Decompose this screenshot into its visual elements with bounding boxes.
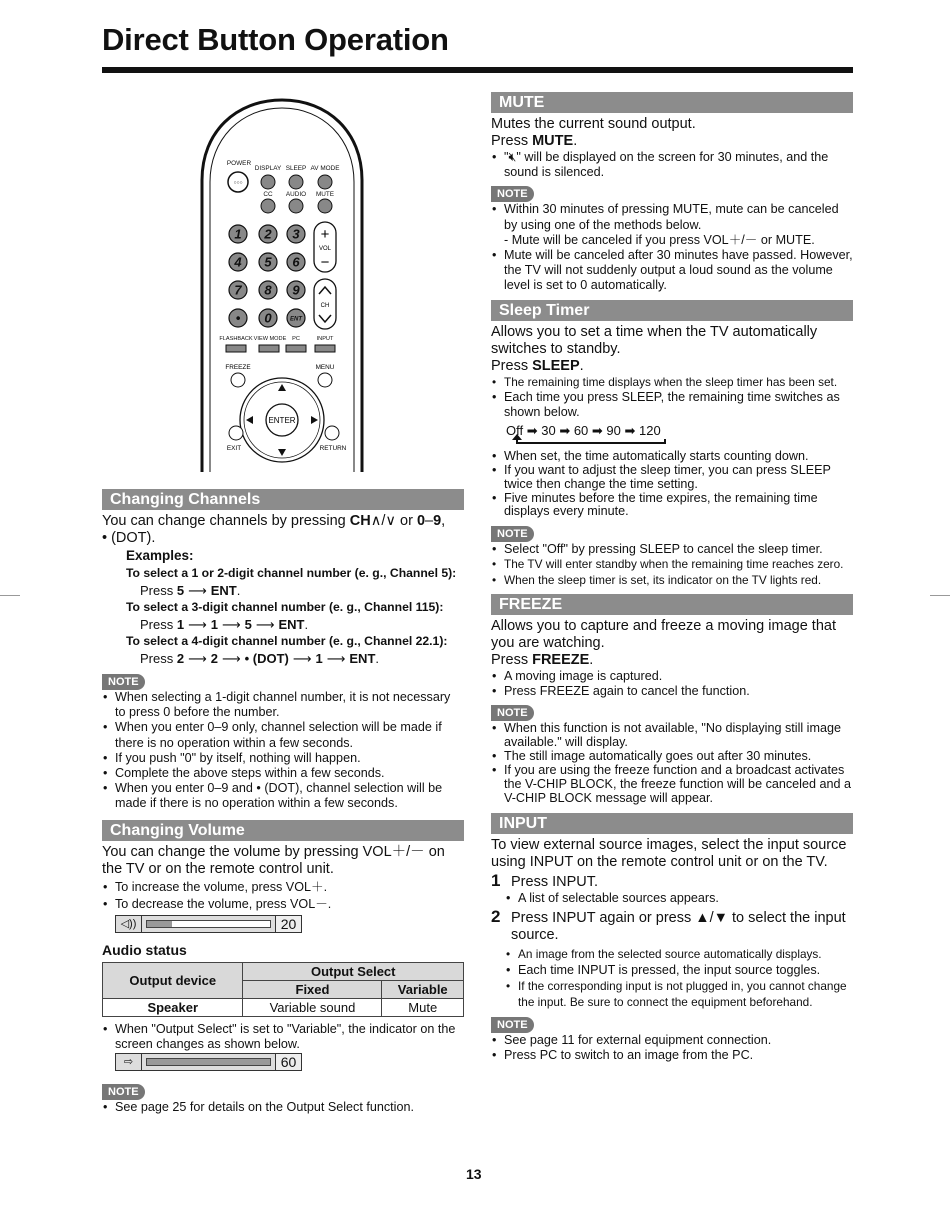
col-output-select: Output Select	[243, 962, 464, 980]
mute-bullets	[491, 150, 853, 180]
key-label: 9	[292, 282, 300, 298]
label-display: DISPLAY	[254, 165, 282, 172]
sleep-bullet-4: • If you want to adjust the sleep timer, you can press SLEEP twice then change the time setting.	[491, 464, 853, 492]
channels-note-1: • When selecting a 1-digit channel number, it is not necessary to press 0 before the number.	[102, 690, 464, 720]
freeze-press: Press FREEZE.	[491, 651, 594, 668]
changing-volume-header: Changing Volume	[102, 820, 464, 841]
channels-note-4: • Complete the above steps within a few seconds.	[102, 766, 464, 781]
sleep-cycle-values: Off ➡ 30 ➡ 60 ➡ 90 ➡ 120	[506, 423, 661, 439]
left-column	[102, 96, 464, 1115]
sleep-timer-header: Sleep Timer	[491, 300, 853, 321]
col-fixed: Fixed	[243, 980, 382, 998]
label-power: POWER	[226, 160, 252, 167]
sleep-notes	[491, 542, 853, 588]
mute-note-1: • Within 30 minutes of pressing MUTE, mute can be canceled by using one of the methods below. - Mute will be canceled if you press VOL＋/－ or MUTE.	[491, 202, 853, 248]
label-pc: PC	[292, 336, 300, 342]
vol-plus: +	[320, 226, 330, 243]
audio-status-label: Audio status	[102, 941, 187, 958]
freeze-notes	[491, 721, 853, 805]
volume-note-badge: NOTE	[102, 1084, 145, 1100]
input-step-2-bullet-3: • If the corresponding input is not plugged in, you cannot change the input. Be sure to connect the equipment beforehand.	[505, 978, 853, 1011]
volume-bullet-increase: • To increase the volume, press VOL＋.	[102, 879, 464, 896]
input-step-1: 1 Press INPUT.	[491, 871, 599, 891]
input-notes	[491, 1033, 853, 1063]
vol-label: VOL	[318, 246, 332, 252]
page-title: Direct Button Operation	[102, 22, 449, 57]
variable-volume-indicator	[115, 1053, 302, 1071]
col-variable: Variable	[382, 980, 464, 998]
input-note-1: • See page 11 for external equipment connection.	[491, 1033, 853, 1048]
example-1-title: To select a 1 or 2-digit channel number (e. g., Channel 5):	[126, 566, 457, 580]
variable-volume-track	[146, 1058, 271, 1066]
label-av-mode: AV MODE	[310, 165, 340, 172]
label-audio: AUDIO	[285, 191, 307, 198]
input-step-2-bullet-1: • An image from the selected source automatically displays.	[505, 947, 853, 962]
title-rule	[102, 67, 853, 73]
crop-mark-right	[930, 595, 950, 596]
volume-value: 20	[275, 916, 301, 932]
channels-note-badge: NOTE	[102, 674, 145, 690]
volume-lead: You can change the volume by pressing VOL＋/－ on the TV or on the remote control unit.	[102, 843, 445, 877]
example-2-press: Press 1 ⟶ 1 ⟶ 5 ⟶ ENT.	[140, 617, 309, 632]
label-return: RETURN	[319, 445, 347, 452]
example-3-press: Press 2 ⟶ 2 ⟶ • (DOT) ⟶ 1 ⟶ ENT.	[140, 651, 380, 666]
volume-indicator	[115, 915, 302, 933]
mute-notes	[491, 202, 853, 293]
label-sleep: SLEEP	[285, 165, 307, 172]
cell-mute: Mute	[382, 998, 464, 1016]
output-icon: ⇨	[116, 1054, 142, 1070]
speaker-icon: ◁))	[116, 916, 142, 932]
sleep-bullet-2: • Each time you press SLEEP, the remaining time switches as shown below.	[491, 390, 853, 420]
label-freeze: FREEZE	[225, 364, 251, 371]
vol-minus: −	[320, 254, 330, 271]
row-speaker: Speaker	[103, 998, 243, 1016]
col-output-device: Output device	[103, 962, 243, 998]
example-2-title: To select a 3-digit channel number (e. g., Channel 115):	[126, 600, 444, 614]
freeze-note-3: • If you are using the freeze function and a broadcast activates the V-CHIP BLOCK, the freeze function will be canceled and a V-CHIP BLOCK message will appear.	[491, 763, 853, 805]
sleep-cycle-arrowhead	[512, 434, 522, 440]
audio-status-table	[102, 962, 464, 1017]
mute-bullet: • "🔇︎" will be displayed on the screen for 30 minutes, and the sound is silenced.	[491, 150, 853, 180]
input-note-badge: NOTE	[491, 1017, 534, 1033]
mute-header: MUTE	[491, 92, 853, 113]
freeze-bullet-2: • Press FREEZE again to cancel the function.	[491, 684, 853, 699]
sleep-cycle-diagram	[506, 420, 853, 450]
freeze-note-badge: NOTE	[491, 705, 534, 721]
sleep-bullets-a	[491, 375, 853, 390]
example-1-press: Press 5 ⟶ ENT.	[140, 583, 241, 598]
input-note-2: • Press PC to switch to an image from the PC.	[491, 1048, 853, 1063]
channels-lead: You can change channels by pressing CH∧/∨ or 0–9, • (DOT).	[102, 513, 446, 546]
freeze-lead: Allows you to capture and freeze a moving image that you are watching.	[491, 617, 836, 651]
label-flashback: FLASHBACK	[219, 336, 253, 342]
key-label: 0	[264, 310, 272, 326]
label-input: INPUT	[316, 336, 334, 342]
variable-volume-value: 60	[275, 1054, 301, 1070]
channels-notes	[102, 690, 464, 812]
sleep-press: Press SLEEP.	[491, 357, 584, 374]
key-label: 3	[292, 226, 300, 242]
input-step-1-bullet: • A list of selectable sources appears.	[505, 891, 853, 906]
sleep-bullet-3: • When set, the time automatically starts counting down.	[491, 450, 853, 464]
label-enter: ENTER	[268, 416, 296, 425]
sleep-note-2: • The TV will enter standby when the remaining time reaches zero.	[491, 557, 853, 572]
sleep-note-badge: NOTE	[491, 526, 534, 542]
mute-lead: Mutes the current sound output.	[491, 116, 696, 132]
channel-examples	[102, 547, 464, 667]
crop-mark-left	[0, 595, 20, 596]
input-step-1-bullets	[491, 891, 853, 906]
volume-note: • See page 25 for details on the Output Select function.	[102, 1100, 464, 1115]
changing-channels-header: Changing Channels	[102, 489, 464, 510]
key-label: 2	[264, 226, 272, 242]
svg-text:○○○: ○○○	[233, 180, 243, 186]
variable-volume-fill	[147, 1059, 270, 1065]
volume-track	[146, 920, 271, 928]
key-label: 6	[292, 254, 300, 270]
label-view-mode: VIEW MODE	[253, 336, 287, 342]
sleep-bullet-5: • Five minutes before the time expires, the remaining time displays every minute.	[491, 492, 853, 520]
volume-bullets	[102, 879, 464, 913]
volume-bullet-decrease: • To decrease the volume, press VOL－.	[102, 896, 464, 913]
label-exit: EXIT	[226, 445, 242, 452]
label-menu: MENU	[315, 364, 335, 371]
key-label: ENT	[290, 316, 302, 323]
mute-note-badge: NOTE	[491, 186, 534, 202]
input-step-2-bullet-2: • Each time INPUT is pressed, the input source toggles.	[505, 963, 853, 978]
sleep-note-3: • When the sleep timer is set, its indicator on the TV lights red.	[491, 573, 853, 588]
sleep-cycle-return-arrow	[516, 439, 666, 444]
right-column	[491, 92, 853, 1063]
freeze-note-1: • When this function is not available, "No displaying still image available." will display.	[491, 721, 853, 749]
label-cc: CC	[263, 191, 273, 198]
freeze-header: FREEZE	[491, 594, 853, 615]
freeze-bullets	[491, 669, 853, 699]
key-label: 8	[264, 282, 272, 298]
sleep-bullets-b	[491, 390, 853, 420]
channels-note-3: • If you push "0" by itself, nothing will happen.	[102, 751, 464, 766]
sleep-bullet-1: • The remaining time displays when the sleep timer has been set.	[491, 375, 853, 390]
channels-note-2: • When you enter 0–9 only, channel selection will be made if there is no operation within a few seconds.	[102, 720, 464, 750]
channels-note-5: • When you enter 0–9 and • (DOT), channel selection will be made if there is no operation within a few seconds.	[102, 781, 464, 811]
key-label: •	[235, 310, 241, 326]
key-label: 5	[264, 254, 272, 270]
input-step-2: 2 Press INPUT again or press ▲/▼ to select the input source.	[491, 907, 846, 944]
sleep-note-1: • Select "Off" by pressing SLEEP to cancel the sleep timer.	[491, 542, 853, 557]
cell-variable-sound: Variable sound	[243, 998, 382, 1016]
sleep-lead: Allows you to set a time when the TV automatically switches to standby.	[491, 323, 818, 357]
volume-notes	[102, 1100, 464, 1115]
input-step-2-bullets	[491, 947, 853, 1010]
sleep-bullets-c	[491, 450, 853, 519]
label-mute: MUTE	[315, 191, 335, 198]
mute-icon: 🔇︎	[508, 150, 517, 164]
key-label: 4	[234, 254, 242, 270]
mute-press: Press MUTE.	[491, 133, 578, 149]
page-number: 13	[466, 1166, 482, 1182]
volume-fill	[147, 921, 172, 927]
key-label: 7	[234, 282, 242, 298]
volume-output-bullets	[102, 1022, 464, 1052]
key-label: 1	[234, 226, 242, 242]
freeze-note-2: • The still image automatically goes out after 30 minutes.	[491, 749, 853, 763]
volume-output-bullet: • When "Output Select" is set to "Variable", the indicator on the screen changes as shown below.	[102, 1022, 464, 1052]
input-lead: To view external source images, select the input source using INPUT on the remote control unit or on the TV.	[491, 837, 847, 871]
freeze-bullet-1: • A moving image is captured.	[491, 669, 853, 684]
mute-note-2: • Mute will be canceled after 30 minutes have passed. However, the TV will not suddenly output a loud sound as the volume level is set to 0 automatically.	[491, 248, 853, 294]
ch-label: CH	[320, 303, 330, 309]
example-3-title: To select a 4-digit channel number (e. g., Channel 22.1):	[126, 634, 448, 648]
input-header: INPUT	[491, 813, 853, 834]
examples-label: Examples:	[126, 548, 194, 563]
